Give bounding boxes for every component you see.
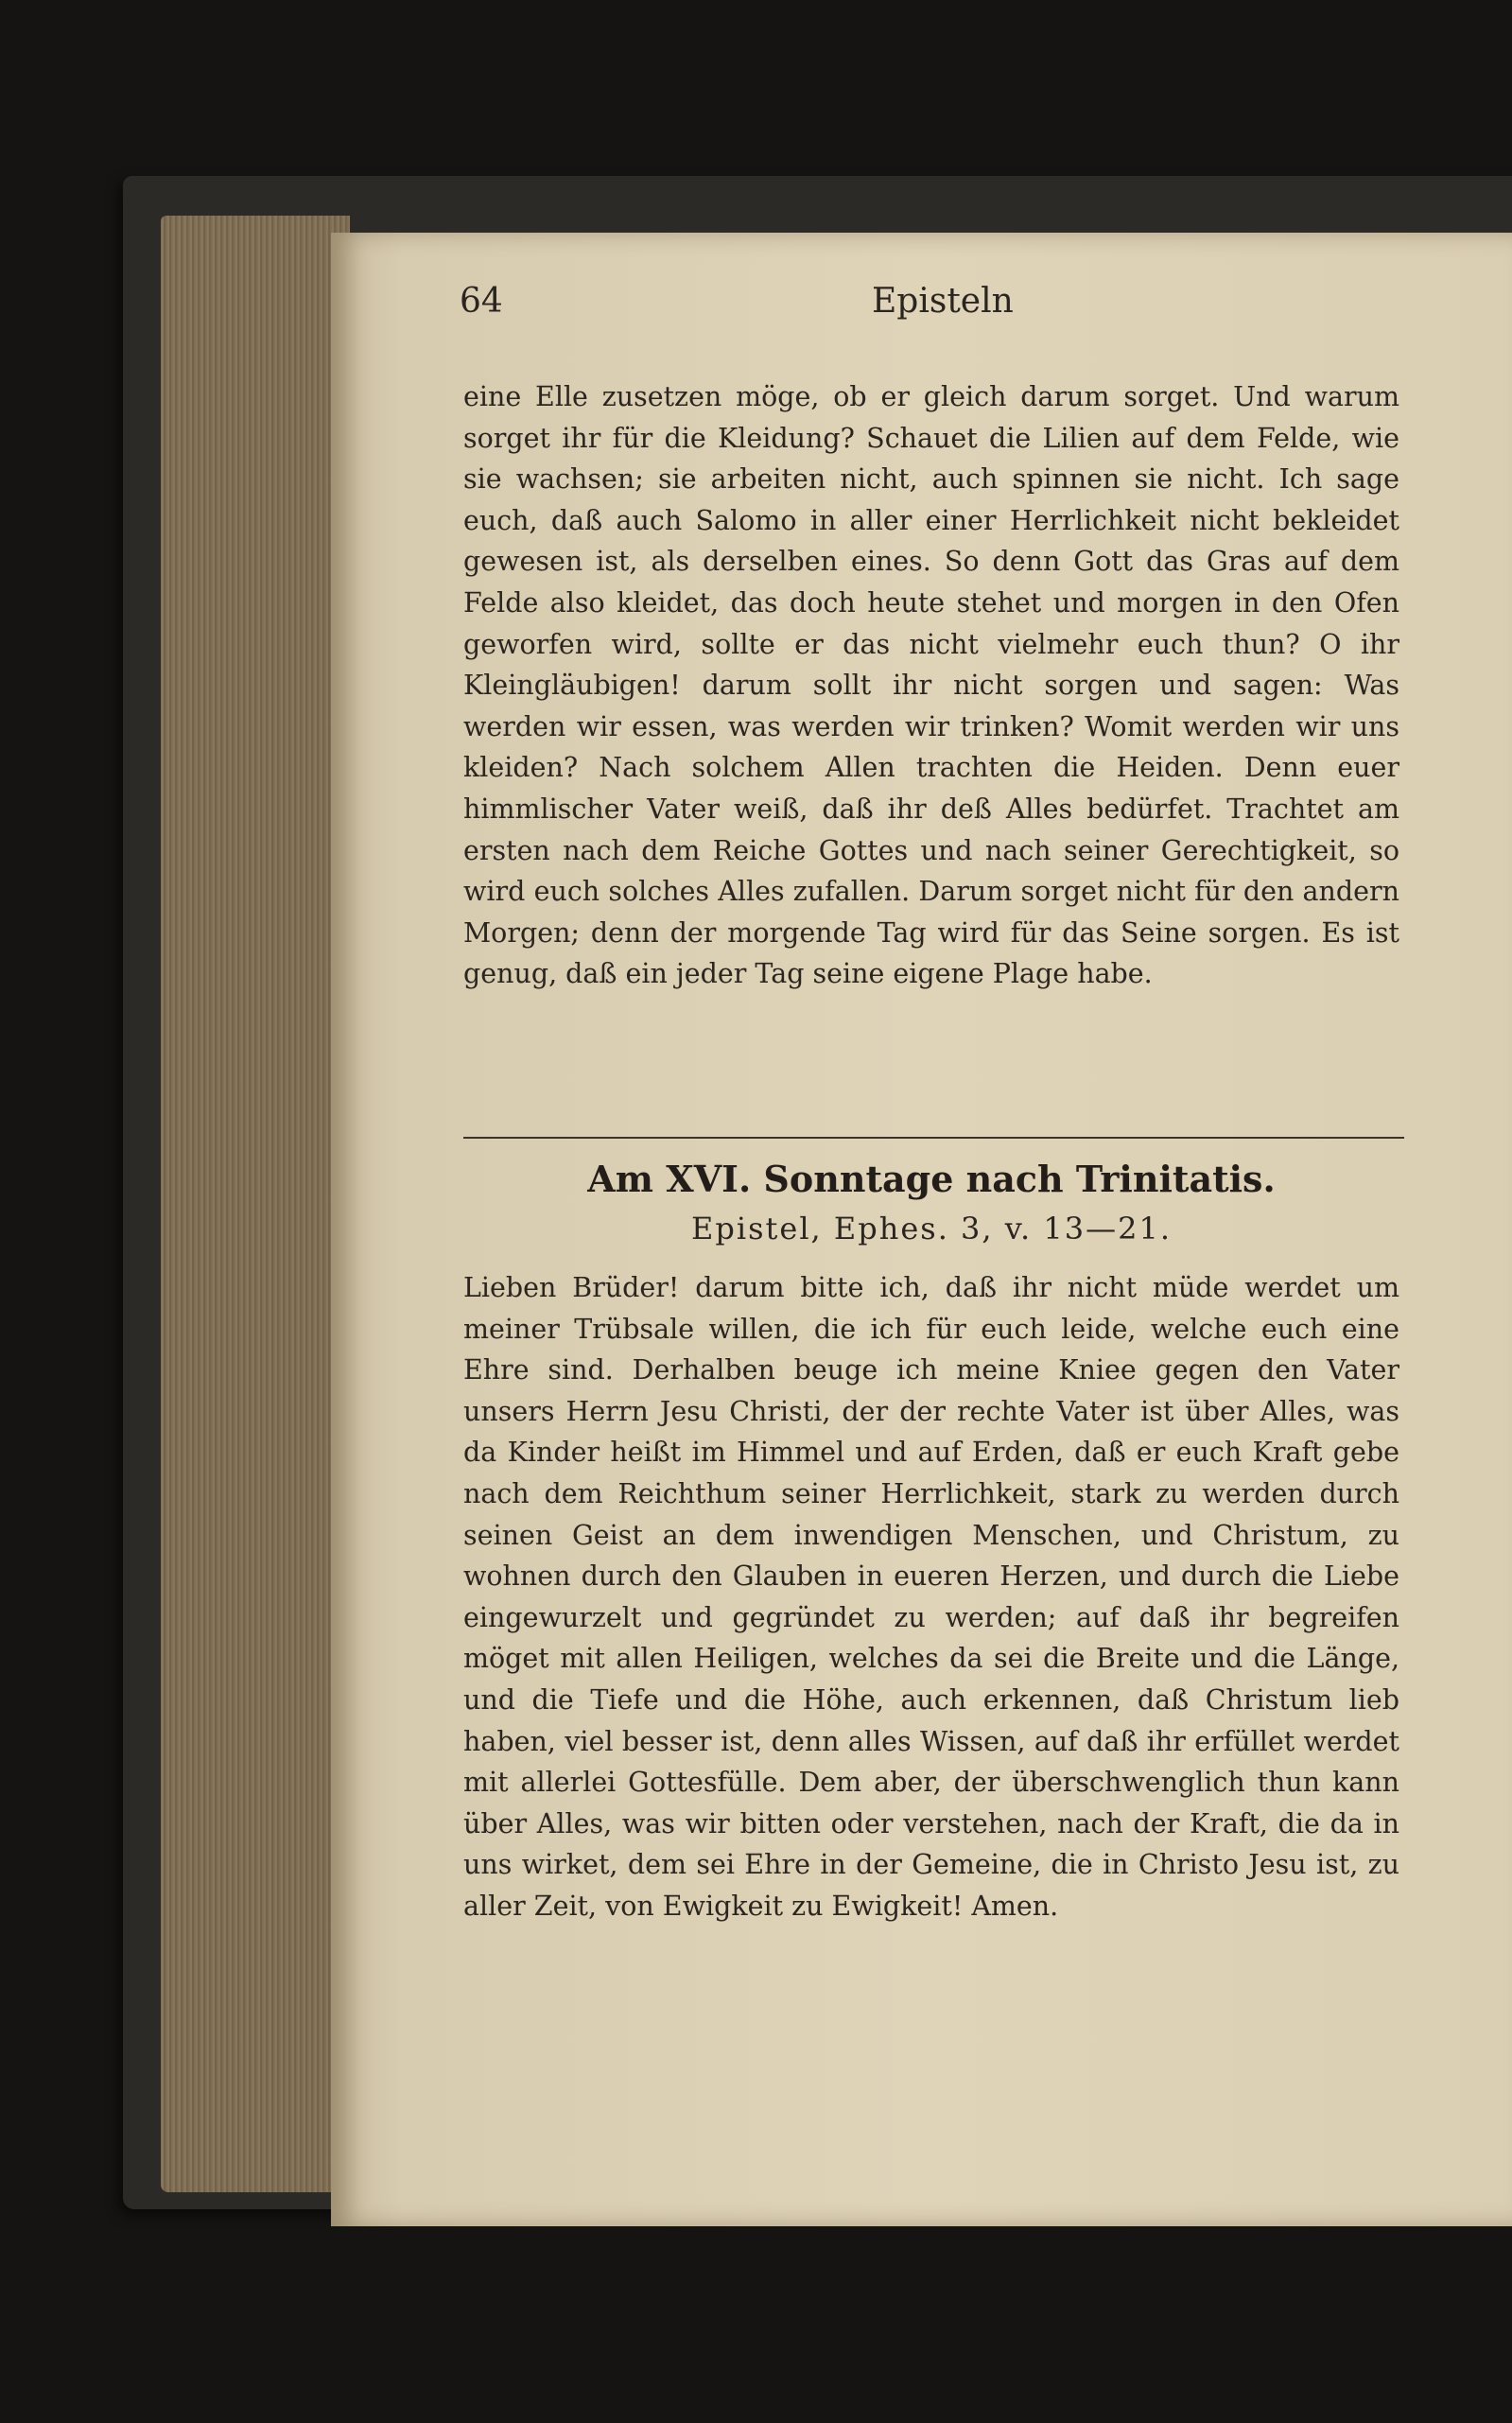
pericope-reference: Epistel, Ephes. 3, v. 13—21. [691, 1211, 1172, 1246]
epistle-text: Lieben Brüder! darum bitte ich, daß ihr nicht müde werdet um meiner Trübsale willen, die ich für euch leide, welche euch eine Ehre sind. Derhalben beuge ich meine Kniee gegen den Vater unsers Herrn Jesu Christi, der der rechte Vater ist über Alles, was da Kinder heißt im Himmel und auf Erden, daß er euch Kraft gebe nach dem Reichthum seiner Herrlichkeit, stark zu werden durch seinen Geist an dem inwendigen Menschen, und Christum, zu wohnen durch den Glauben in eueren Herzen, und durch die Liebe eingewurzelt und gegründet zu werden; auf daß ihr begreifen möget mit allen Heiligen, welches da sei die Breite und die Länge, und die Tiefe und die Höhe, auch erkennen, daß Christum lieb haben, viel besser ist, denn alles Wissen, auf daß ihr erfüllet werdet mit allerlei Gottesfülle. Dem aber, der überschwenglich thun kann über Alles, was wir bitten oder verstehen, nach der Kraft, die da in uns wirket, dem sei Ehre in der Gemeine, die in Christo Jesu ist, zu aller Zeit, von Ewigkeit zu Ewigkeit! Amen. [463, 1272, 1399, 1922]
running-head: Episteln [872, 282, 1014, 321]
page-edges [161, 216, 350, 2192]
section-divider [463, 1137, 1404, 1139]
text-block-continued: eine Elle zusetzen möge, ob er gleich darum sorget. Und warum sorget ihr für die Kleidung? Schauet die Lilien auf dem Felde, wie sie wachsen; sie arbeiten nicht, auch spinnen sie nicht. Ich sage euch, daß auch Salomo in aller einer Herrlichkeit nicht bekleidet gewesen ist, als derselben eines. So denn Gott das Gras auf dem Felde also kleidet, das doch heute stehet und morgen in den Ofen geworfen wird, sollte er das nicht vielmehr euch thun? O ihr Kleingläubigen! darum sollt ihr nicht sorgen und sagen: Was werden wir essen, was werden wir trinken? Womit werden wir uns kleiden? Nach solchem Allen trachten die Heiden. Denn euer himmlischer Vater weiß, daß ihr deß Alles bedürfet. Trachtet am ersten nach dem Reiche Gottes und nach seiner Gerechtigkeit, so wird euch solches Alles zufallen. Darum sorget nicht für den andern Morgen; denn der morgende Tag wird für das Seine sorgen. Es ist genug, daß ein jeder Tag seine eigene Plage habe. [463, 381, 1399, 990]
book-page [331, 233, 1512, 2226]
page-number: 64 [460, 282, 503, 321]
section-title: Am XVI. Sonntage nach Trinitatis. [587, 1158, 1276, 1200]
